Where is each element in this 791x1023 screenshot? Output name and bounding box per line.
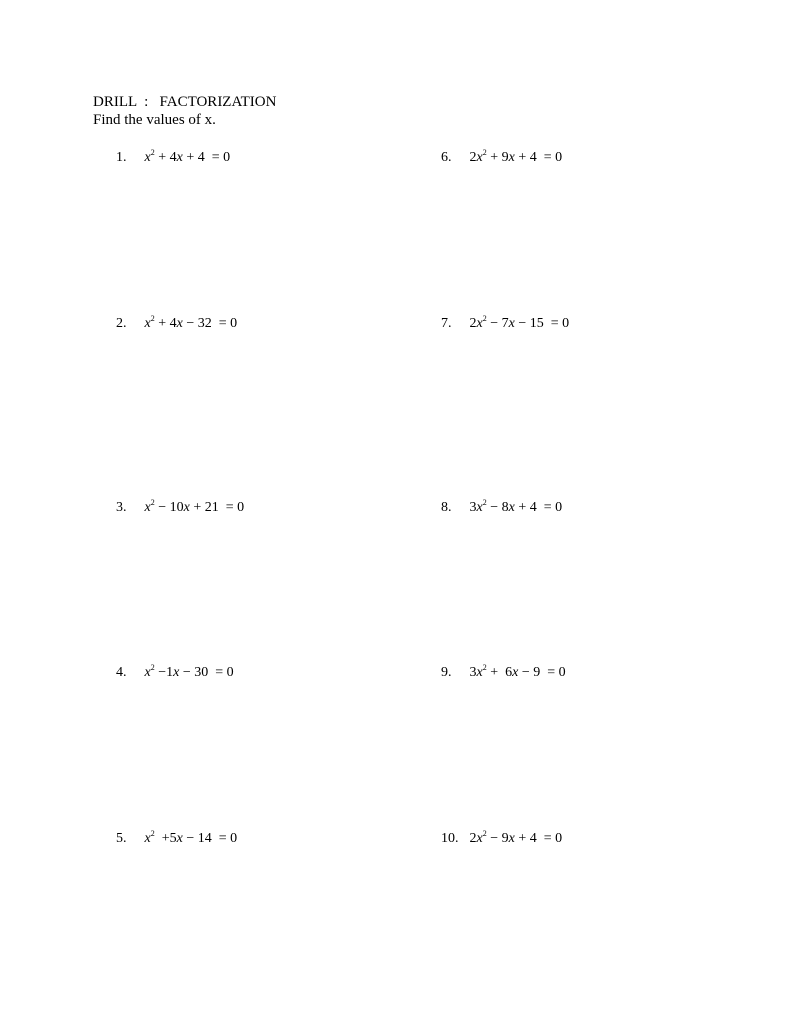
problem-equation: $x^2 + 4x - 32 = 0$ [144,314,238,331]
worksheet-instruction: Find the values of x. [93,112,216,128]
problem-6 [441,149,562,167]
problem-number: 9. [441,665,452,680]
problem-8 [441,499,562,517]
problem-10 [441,830,562,848]
worksheet-title: DRILL : FACTORIZATION [93,94,277,110]
problem-number: 10. [441,831,459,846]
problem-7 [441,315,569,333]
problem-equation: $2x^2 - 7x - 15 = 0$ [469,314,570,331]
problem-equation: $x^2 -1x - 30 = 0$ [144,663,234,680]
problem-equation: $3x^2 - 8x + 4 = 0$ [469,498,563,515]
problem-number: 3. [116,500,127,515]
problem-equation: $x^2 +5x - 14 = 0$ [144,829,238,846]
problem-equation: $3x^2 + 6x - 9 = 0$ [469,663,566,680]
problem-number: 5. [116,831,127,846]
problem-number: 4. [116,665,127,680]
problem-number: 7. [441,316,452,331]
problem-number: 6. [441,150,452,165]
problem-equation: $x^2 + 4x + 4 = 0$ [144,148,231,165]
problem-number: 1. [116,150,127,165]
problem-4 [116,664,234,682]
problem-equation: $2x^2 - 9x + 4 = 0$ [469,829,563,846]
problem-number: 8. [441,500,452,515]
problem-9 [441,664,566,682]
problem-2 [116,315,237,333]
problem-equation: $x^2 - 10x + 21 = 0$ [144,498,245,515]
worksheet-heading [93,93,276,129]
problem-1 [116,149,230,167]
problem-equation: $2x^2 + 9x + 4 = 0$ [469,148,563,165]
problem-5 [116,830,237,848]
problem-number: 2. [116,316,127,331]
problem-3 [116,499,244,517]
